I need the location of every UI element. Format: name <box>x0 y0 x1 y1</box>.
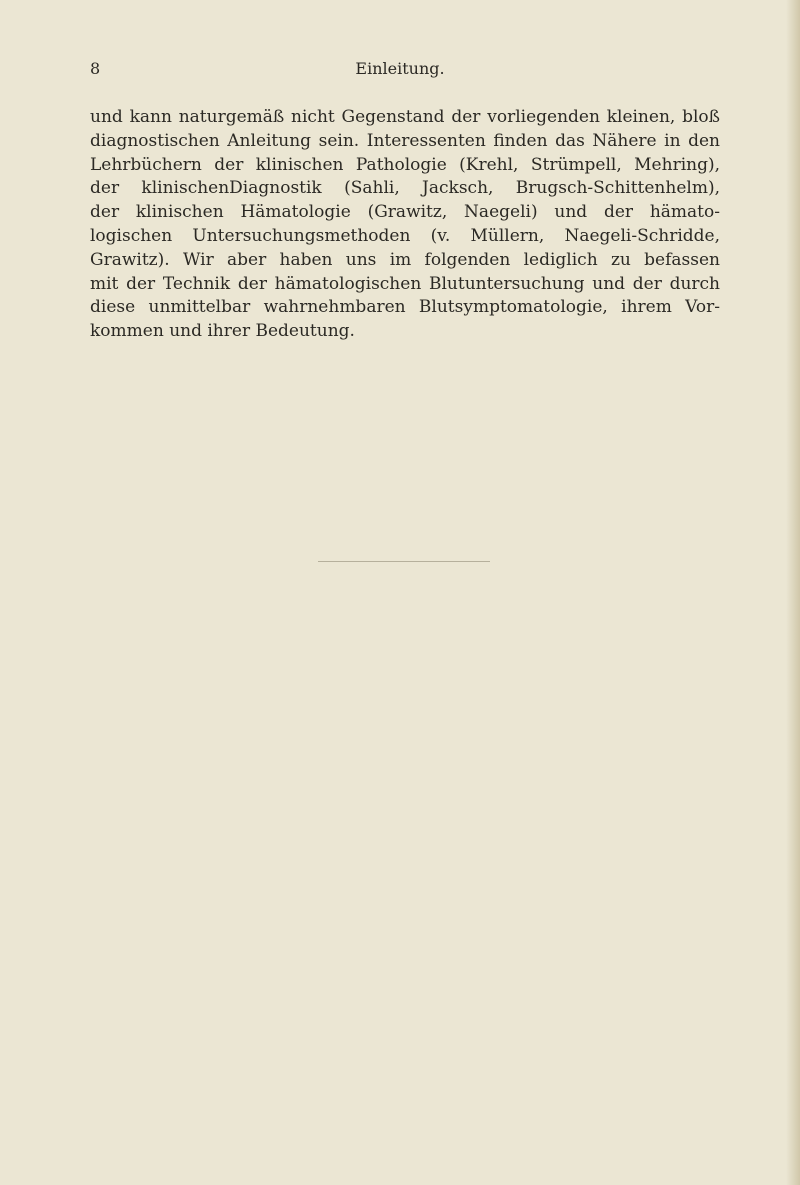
text-line: diagnostischen Anleitung sein. Interessenten finden das Nähere in den <box>90 130 720 151</box>
page-edge-shadow <box>786 0 800 1185</box>
text-line: und kann naturgemäß nicht Gegenstand der vorliegenden kleinen, bloß <box>90 107 720 127</box>
running-head <box>90 59 710 85</box>
text-line: kommen und ihrer Bedeutung. <box>90 321 355 342</box>
text-line: Lehrbüchern der klinischen Pathologie (Krehl, Strümpell, Mehring), <box>90 154 720 175</box>
text-line: logischen Untersuchungsmethoden (v. Müllern, Naegeli-Schridde, <box>90 225 720 246</box>
text-line: der klinischenDiagnostik (Sahli, Jacksch, Brugsch-Schittenhelm), <box>90 178 720 199</box>
text-line: mit der Technik der hämatologischen Blutuntersuchung und der durch <box>90 273 720 294</box>
header-title: Einleitung. <box>355 59 445 78</box>
body-paragraph <box>90 106 720 344</box>
section-divider <box>318 561 490 562</box>
page-number: 8 <box>90 59 101 78</box>
text-line: diese unmittelbar wahrnehmbaren Blutsymptomatologie, ihrem Vor- <box>90 297 720 318</box>
text-line: Grawitz). Wir aber haben uns im folgenden lediglich zu befassen <box>90 249 720 270</box>
text-line: der klinischen Hämatologie (Grawitz, Naegeli) und der hämato- <box>90 202 720 223</box>
